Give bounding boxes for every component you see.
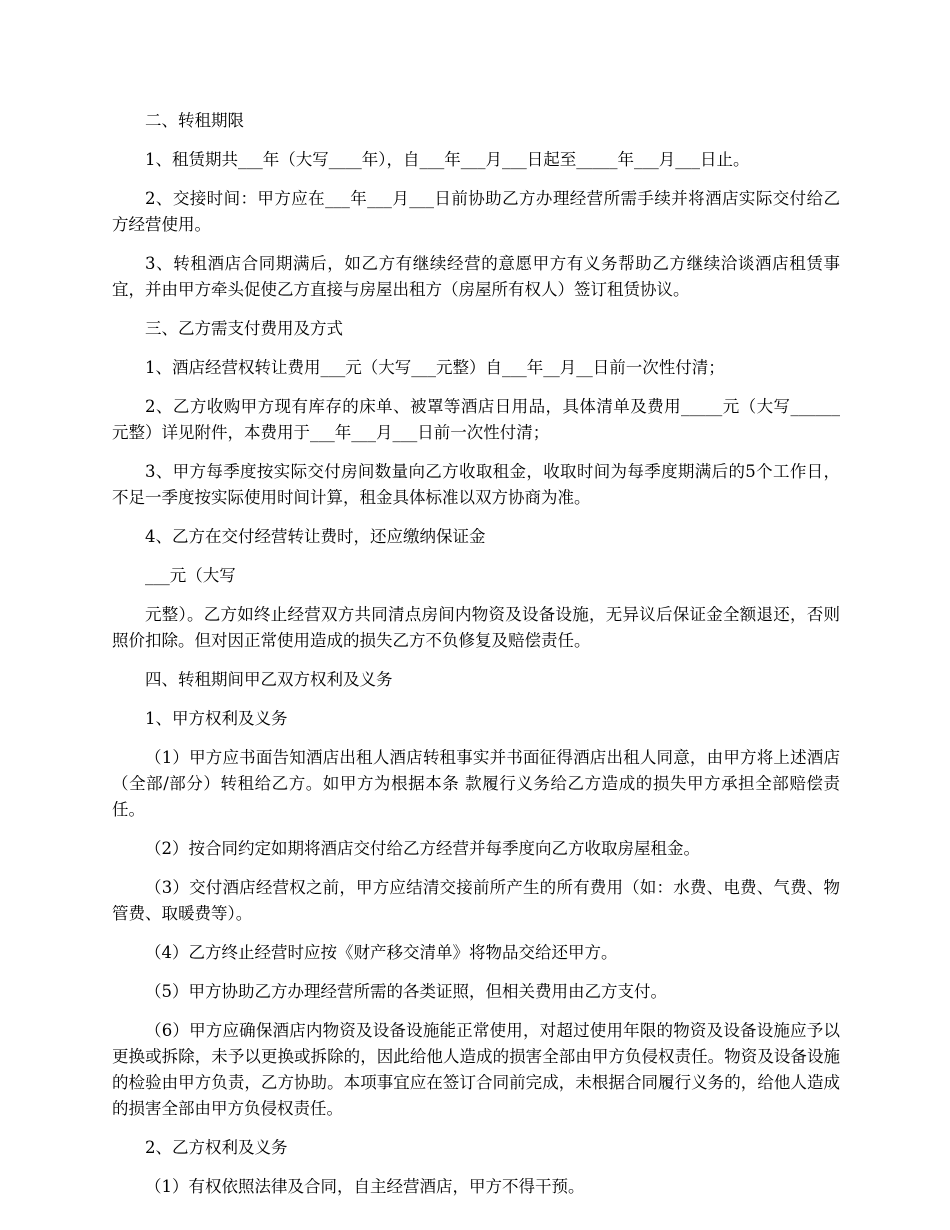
- paragraph: （2）按合同约定如期将酒店交付给乙方经营并每季度向乙方收取房屋租金。: [145, 839, 700, 858]
- paragraph: 3、转租酒店合同期满后，如乙方有继续经营的意愿甲方有义务帮助乙方继续洽谈酒店租赁事宜，并由甲方牵头促使乙方直接与房屋出租方（房屋所有权人）签订租赁协议。: [112, 254, 840, 299]
- paragraph: （6）甲方应确保酒店内物资及设备设施能正常使用，对超过使用年限的物资及设备设施应予以更换或拆除，未予以更换或拆除的，因此给他人造成的损害全部由甲方负侵权责任。物资及设备设施的检验由甲方负责，乙方协助。本项事宜应在签订合同前完成，未根据合同履行义务的，给他人造成的损害全部由甲方负侵权责任。: [112, 1021, 840, 1118]
- paragraph: （1）有权依照法律及合同，自主经营酒店，甲方不得干预。: [145, 1177, 585, 1196]
- paragraph: （5）甲方协助乙方办理经营所需的各类证照，但相关费用由乙方支付。: [145, 982, 667, 1001]
- paragraph: 4、乙方在交付经营转让费时，还应缴纳保证金: [145, 527, 486, 546]
- paragraph: 2、乙方收购甲方现有库存的床单、被罩等酒店日用品，具体清单及费用_____元（大写______元整）详见附件，本费用于___年___月___日前一次性付清；: [112, 397, 840, 442]
- paragraph: 3、甲方每季度按实际交付房间数量向乙方收取租金，收取时间为每季度期满后的5个工作日，不足一季度按实际使用时间计算，租金具体标准以双方协商为准。: [112, 462, 840, 507]
- subsection-heading-party-a: 1、甲方权利及义务: [145, 709, 288, 728]
- paragraph: 元整）。乙方如终止经营双方共同清点房间内物资及设备设施，无异议后保证金全额退还，否则照价扣除。但对因正常使用造成的损失乙方不负修复及赔偿责任。: [112, 605, 840, 650]
- section-heading-sublease-term: 二、转租期限: [145, 111, 244, 130]
- paragraph: 1、租赁期共___年（大写____年），自___年___月___日起至_____年___月___日止。: [145, 150, 750, 169]
- paragraph: （4）乙方终止经营时应按《财产移交清单》将物品交给还甲方。: [145, 943, 618, 962]
- paragraph: （3）交付酒店经营权之前，甲方应结清交接前所产生的所有费用（如：水费、电费、气费、物管费、取暖费等）。: [112, 878, 840, 923]
- document-body: [112, 108, 840, 1213]
- subsection-heading-party-b: 2、乙方权利及义务: [145, 1138, 288, 1157]
- paragraph: 1、酒店经营权转让费用___元（大写___元整）自___年__月__日前一次性付清；: [145, 358, 725, 377]
- section-heading-rights-obligations: 四、转租期间甲乙双方权利及义务: [145, 670, 393, 689]
- paragraph: 2、交接时间：甲方应在___年___月___日前协助乙方办理经营所需手续并将酒店实际交付给乙方经营使用。: [112, 189, 840, 234]
- paragraph: ___元（大写: [145, 566, 236, 585]
- paragraph: （1）甲方应书面告知酒店出租人酒店转租事实并书面征得酒店出租人同意，由甲方将上述酒店（全部/部分）转租给乙方。如甲方为根据本条 款履行义务给乙方造成的损失甲方承担全部赔偿责任。: [112, 748, 840, 819]
- section-heading-payment: 三、乙方需支付费用及方式: [145, 319, 343, 338]
